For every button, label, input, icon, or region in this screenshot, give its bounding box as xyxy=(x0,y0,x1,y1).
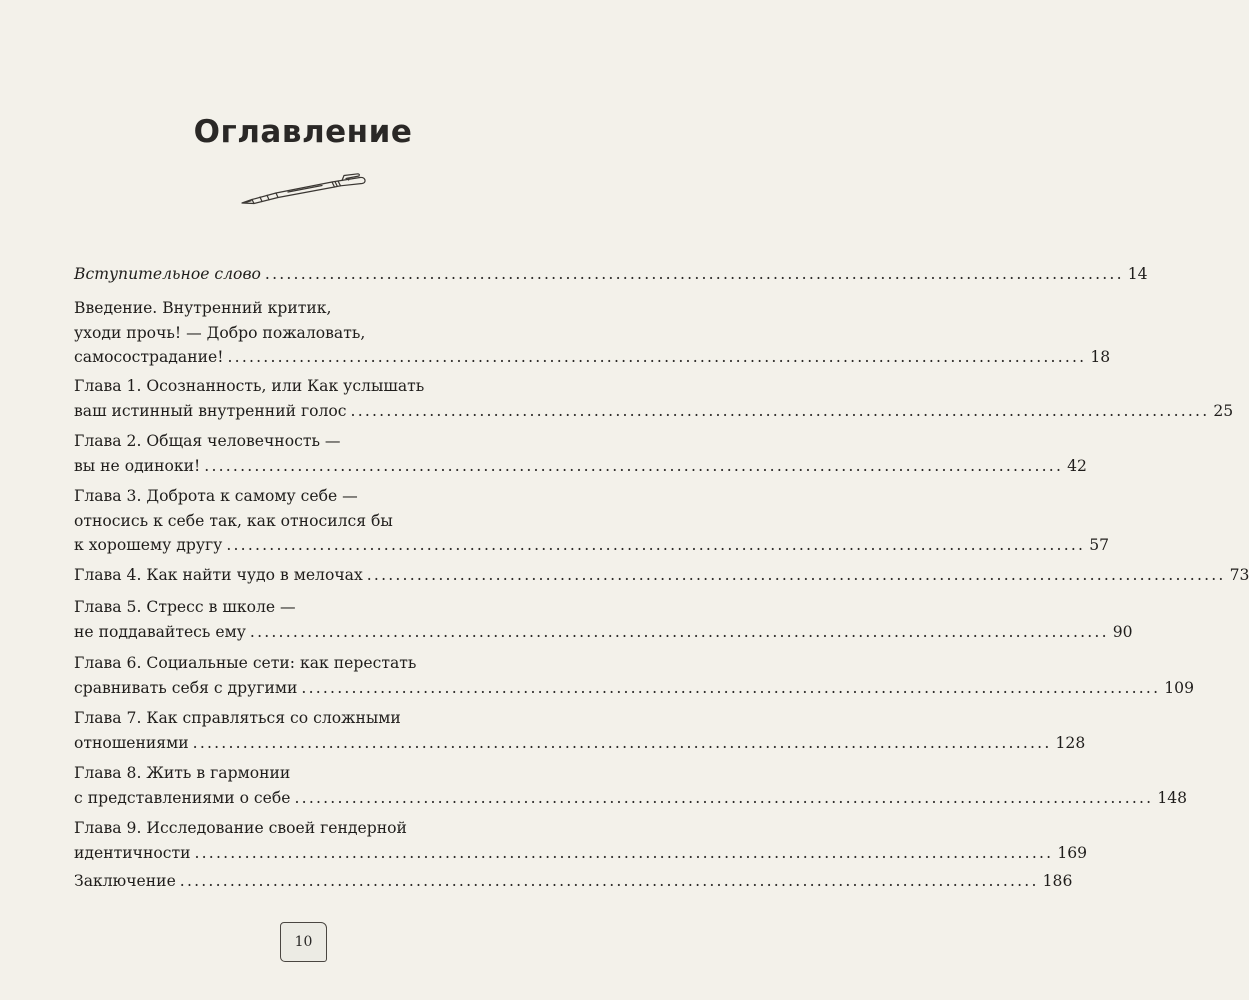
toc-entry-chapter-8[interactable] xyxy=(74,761,1188,810)
toc-entry-chapter-3[interactable] xyxy=(74,484,1110,558)
toc-entry-title: не поддавайтесь ему xyxy=(74,622,246,641)
toc-entry-foreword[interactable] xyxy=(74,262,1148,287)
toc-entry-title: Глава 8. Жить в гармонии xyxy=(74,764,291,782)
toc-page-number: 90 xyxy=(1112,622,1133,641)
toc-entry-title: Глава 6. Социальные сети: как перестать xyxy=(74,654,417,672)
dot-leader: ........................................................................................................................ xyxy=(204,456,1064,475)
toc-entry-title: Глава 7. Как справляться со сложными xyxy=(74,709,401,727)
toc-page-number: 18 xyxy=(1090,348,1111,366)
toc-entry-title: Заключение xyxy=(74,872,176,890)
pen-icon xyxy=(236,172,372,212)
toc-entry-title: к хорошему другу xyxy=(74,536,223,554)
toc-entry-title: относись к себе так, как относился бы xyxy=(74,511,393,530)
toc-entry-title: идентичности xyxy=(74,843,191,862)
toc-entry-title: Глава 2. Общая человечность — xyxy=(74,432,341,450)
dot-leader: ........................................................................................................................ xyxy=(249,622,1109,641)
toc-entry-title: Вступительное слово xyxy=(74,265,261,283)
toc-entry-introduction[interactable] xyxy=(74,296,1111,370)
toc-entry-title: самосострадание! xyxy=(74,348,224,366)
toc-entry-chapter-2[interactable] xyxy=(74,429,1087,478)
dot-leader: ........................................................................................................................ xyxy=(264,265,1124,283)
toc-entry-chapter-5[interactable] xyxy=(74,595,1133,644)
dot-leader: ........................................................................................................................ xyxy=(301,678,1161,697)
toc-entry-title: Глава 3. Доброта к самому себе — xyxy=(74,487,358,505)
page-title: Оглавление xyxy=(193,114,413,150)
dot-leader: ........................................................................................................................ xyxy=(194,843,1054,862)
toc-entry-title: Введение. Внутренний критик, xyxy=(74,299,332,317)
toc-page-number: 57 xyxy=(1089,536,1110,554)
toc-entry-title: сравнивать себя с другими xyxy=(74,678,298,697)
toc-page-number: 186 xyxy=(1042,872,1073,890)
toc-entry-chapter-6[interactable] xyxy=(74,651,1195,700)
dot-leader: ........................................................................................................................ xyxy=(227,348,1087,366)
dot-leader: ........................................................................................................................ xyxy=(226,536,1086,554)
toc-page-number: 42 xyxy=(1067,456,1087,475)
toc-page-number: 128 xyxy=(1055,733,1086,752)
toc-entry-chapter-7[interactable] xyxy=(74,706,1086,755)
dot-leader: ........................................................................................................................ xyxy=(179,872,1039,890)
toc-page-number: 148 xyxy=(1157,788,1188,807)
dot-leader: ........................................................................................................................ xyxy=(366,566,1226,584)
dot-leader: ........................................................................................................................ xyxy=(192,733,1052,752)
toc-entry-title: отношениями xyxy=(74,733,189,752)
toc-entry-chapter-4[interactable] xyxy=(74,563,1249,588)
page-number-box: 10 xyxy=(280,922,327,962)
toc-entry-title: ваш истинный внутренний голос xyxy=(74,401,347,420)
dot-leader: ........................................................................................................................ xyxy=(350,401,1210,420)
dot-leader: ........................................................................................................................ xyxy=(294,788,1154,807)
toc-page-number: 169 xyxy=(1057,843,1088,862)
toc-entry-title: Глава 9. Исследование своей гендерной xyxy=(74,819,407,837)
toc-entry-conclusion[interactable] xyxy=(74,869,1073,894)
toc-page-number: 109 xyxy=(1164,678,1195,697)
toc-entry-chapter-9[interactable] xyxy=(74,816,1088,865)
toc-entry-title: Глава 1. Осознанность, или Как услышать xyxy=(74,377,425,395)
toc-page-number: 14 xyxy=(1127,265,1148,283)
toc-page-number: 73 xyxy=(1229,566,1249,584)
toc-entry-title: Глава 5. Стресс в школе — xyxy=(74,598,296,616)
toc-entry-title: Глава 4. Как найти чудо в мелочах xyxy=(74,566,363,584)
toc-entry-title: уходи прочь! — Добро пожаловать, xyxy=(74,323,366,342)
toc-entry-title: с представлениями о себе xyxy=(74,788,291,807)
toc-entry-chapter-1[interactable] xyxy=(74,374,1234,423)
toc-page-number: 25 xyxy=(1213,401,1234,420)
toc-entry-title: вы не одиноки! xyxy=(74,456,201,475)
